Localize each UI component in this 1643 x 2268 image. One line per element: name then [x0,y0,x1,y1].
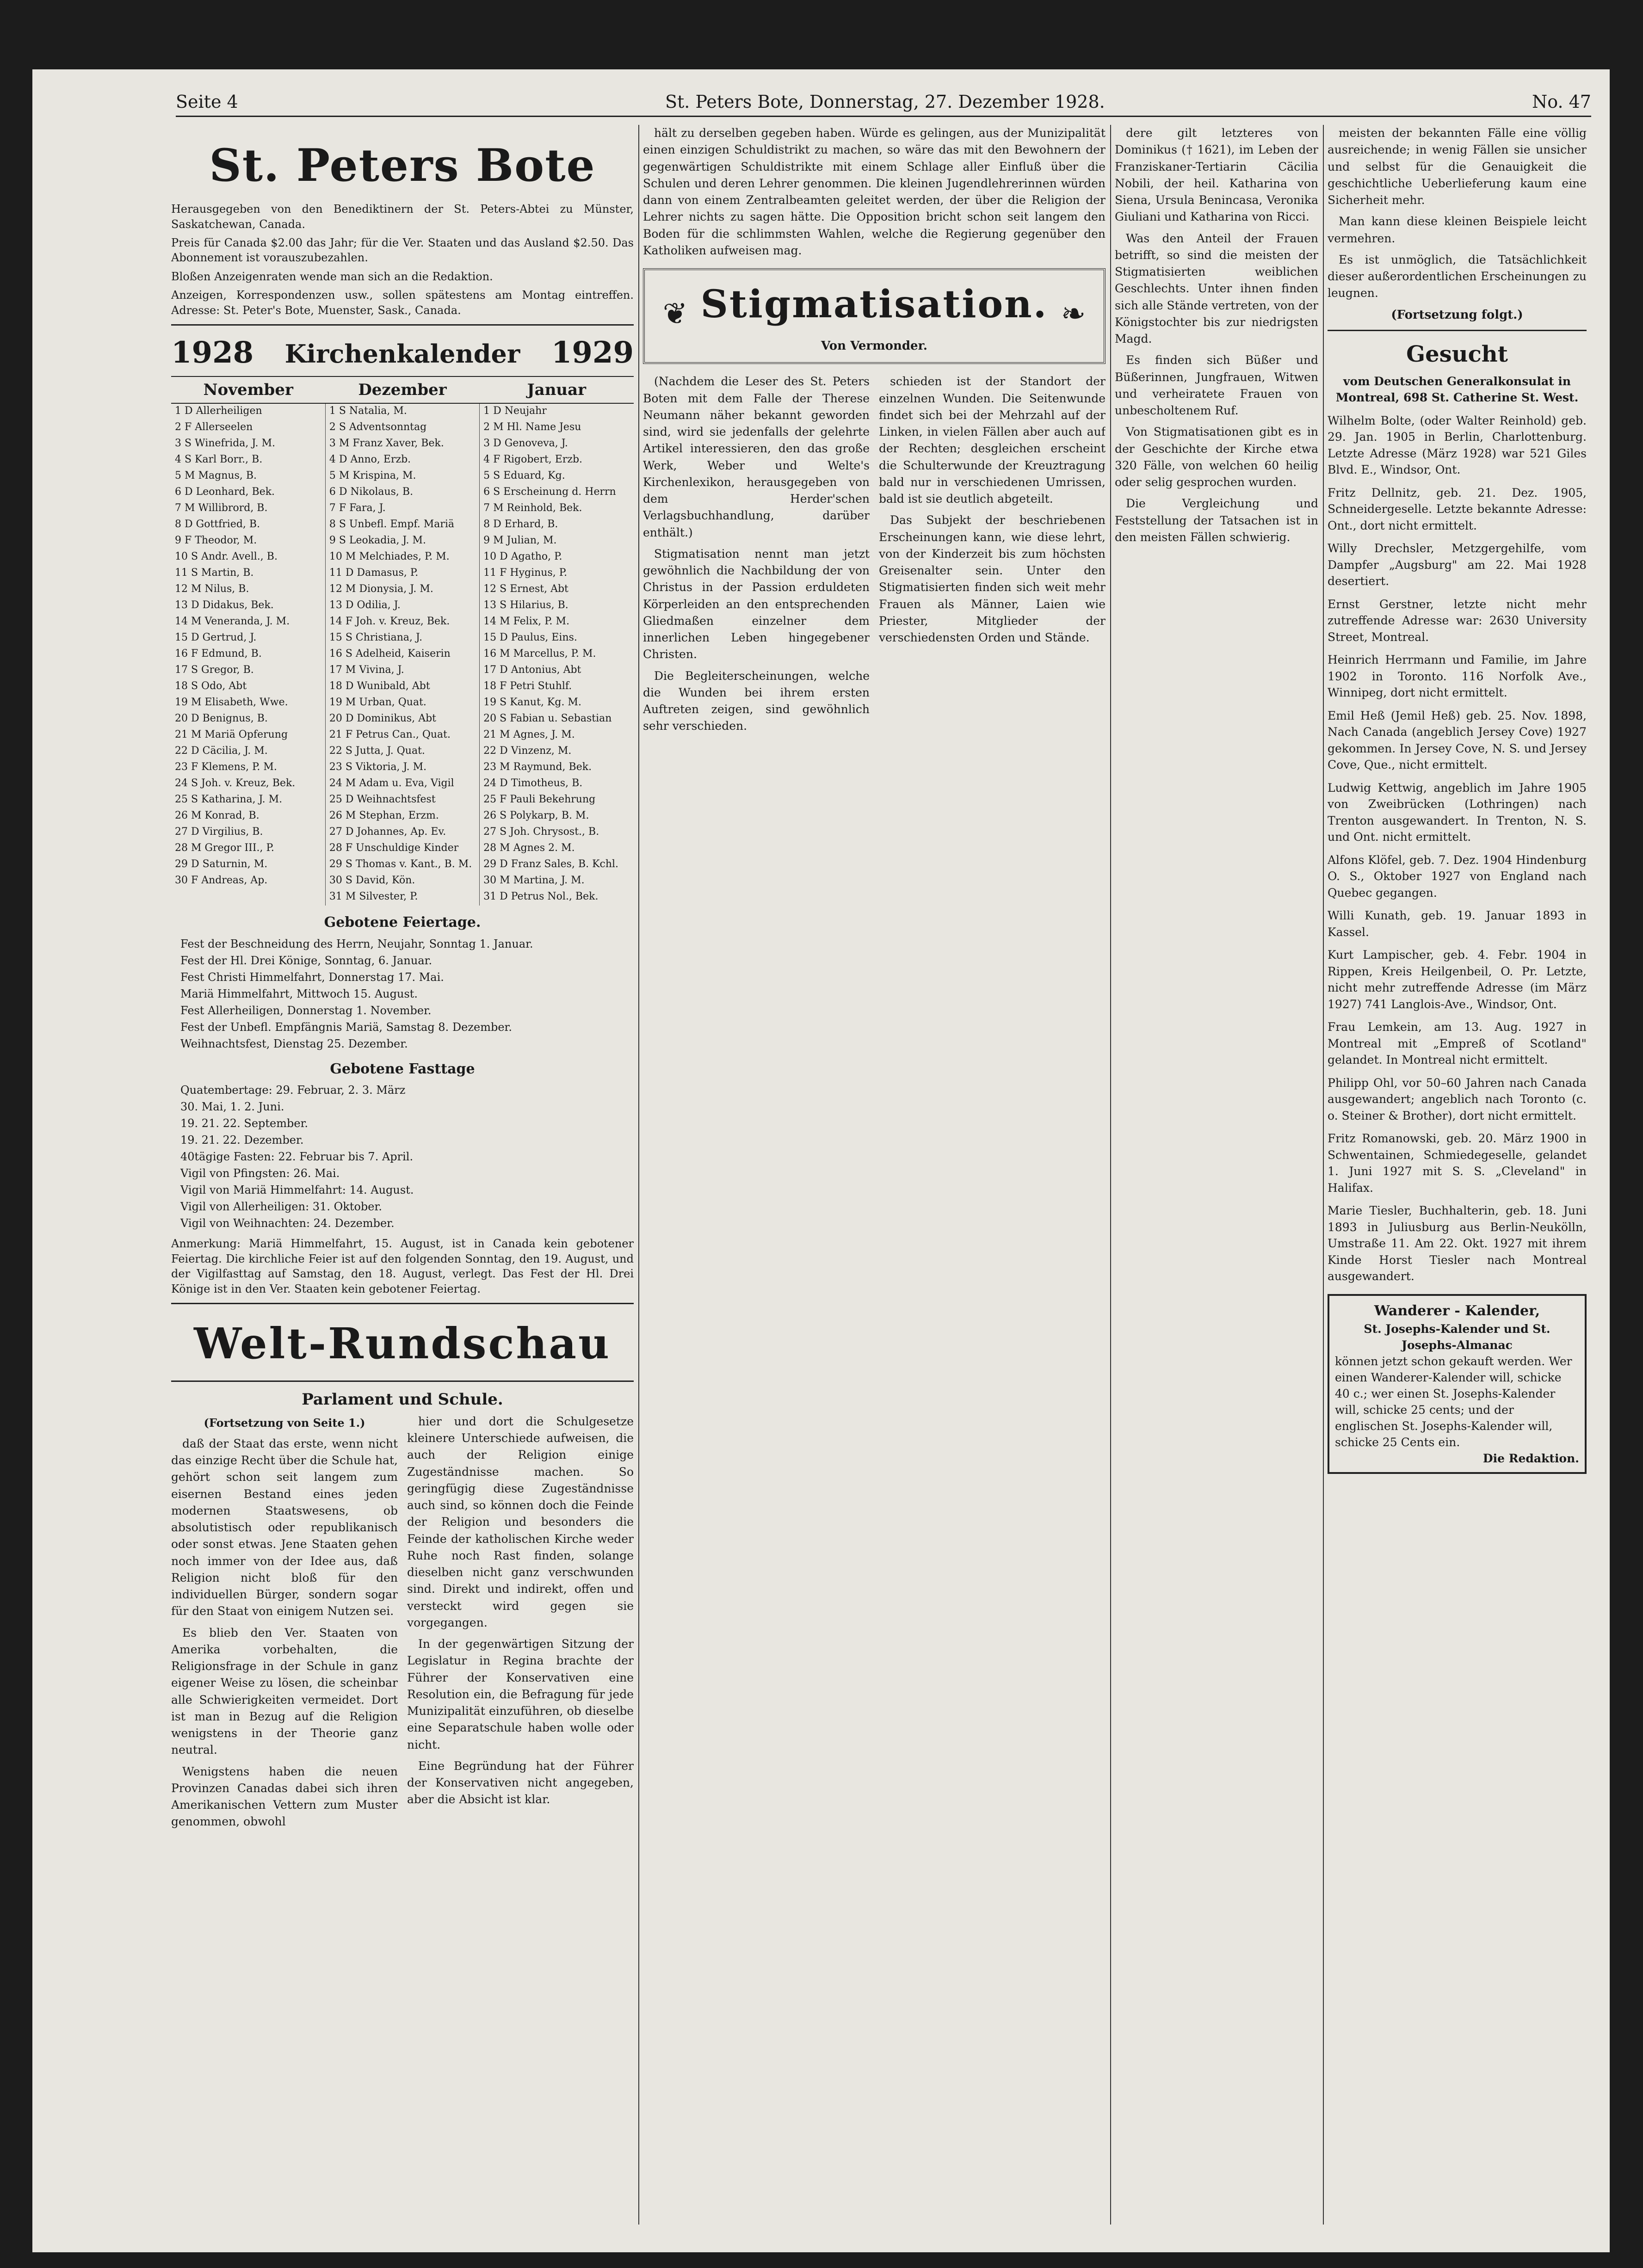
calendar-day: 20 S Fabian u. Sebastian [483,713,612,725]
calendar-year-left: 1928 [171,335,254,370]
paragraph: dere gilt letzteres von Dominikus († 1621), im Leben der Franziskaner-Tertiarin Cäcilia Nobili, der heil. Katharina von Siena, Ursula Benincasa, Veronika Giuliani und Katharina von Ricci. [1115,126,1318,224]
column-rule [638,125,639,2225]
calendar-year-right: 1929 [551,335,634,370]
continuation-note: (Fortsetzung folgt.) [1391,308,1523,322]
calendar-day: 13 S Hilarius, B. [483,599,568,611]
leaf-ornament-icon: ❦ [662,296,688,331]
calendar-day: 26 M Konrad, B. [175,810,259,822]
month-header: November [171,376,325,403]
fast-line: Quatembertage: 29. Februar, 2. 3. März [180,1084,406,1097]
paragraph: hält zu derselben gegeben haben. Würde es gelingen, aus der Munizipalität einen einzigen Schuldistrikt zu machen, so wäre das mit den Bewohnern der gegenwärtigen Schuldistrikte mit einem Schlage aller Einfluß über die Schulen und deren Lehrer genommen. Die kleinen Jugendlehrerinnen würden dann von einem Zentralbeamten geleitet werden, der über die Religion der Lehrer nichts zu sagen hätte. Die Opposition bricht schon seit langem den Boden für die schlimmsten Wahlen, welche die Regierung gegenüber den Katholiken aufweisen mag. [643,126,1106,257]
wanted-entry: Willy Drechsler, Metzgergehilfe, vom Dampfer „Augsburg" am 22. Mai 1928 desertiert. [1328,542,1587,588]
feast-line: Fest der Hl. Drei Könige, Sonntag, 6. Januar. [180,954,432,967]
calendar-day: 29 D Franz Sales, B. Kchl. [483,858,619,870]
price-line: Preis für Canada $2.00 das Jahr; für die Ver. Staaten und das Ausland $2.50. Das Abonnement ist vorauszubezahlen. [171,236,634,265]
fast-line: Vigil von Weihnachten: 24. Dezember. [180,1217,395,1230]
feast-line: Fest Allerheiligen, Donnerstag 1. November. [180,1004,432,1017]
calendar-day: 22 D Vinzenz, M. [483,745,572,757]
article-author: Von Vermonder. [821,339,927,353]
calendar-day: 17 M Vivina, J. [329,664,404,676]
calendar-day: 11 F Hyginus, P. [483,567,568,579]
calendar-day: 12 M Dionysia, J. M. [329,583,433,595]
calendar-day: 6 D Nikolaus, B. [329,486,414,498]
newspaper-page [32,69,1610,2252]
wanted-entry: Ernst Gerstner, letzte nicht mehr zutreffende Adresse war: 2630 University Street, Montreal. [1328,597,1587,644]
page-label: Seite 4 [176,92,238,112]
paragraph: Die Vergleichung und Feststellung der Tatsachen ist in den meisten Fällen schwierig. [1115,497,1318,544]
paragraph: Von Stigmatisationen gibt es in der Geschichte der Kirche etwa 320 Fälle, von welchen 60 heilig oder selig gesprochen wurden. [1115,425,1318,489]
paragraph: Es finden sich Büßer und Büßerinnen, Jungfrauen, Witwen und verheiratete Frauen von unbescholtenem Ruf. [1115,353,1318,417]
calendar-day: 12 S Ernest, Abt [483,583,568,595]
calendar-day: 28 M Agnes 2. M. [483,842,575,854]
wanted-list [1328,413,1587,1285]
article-title: Stigmatisation. [700,282,1048,327]
paragraph: Es ist unmöglich, die Tatsächlichkeit dieser außerordentlichen Erscheinungen zu leugnen. [1328,253,1587,300]
calendar-day: 6 D Leonhard, Bek. [175,486,275,498]
calendar-day: 31 M Silvester, P. [329,891,418,903]
paragraph: daß der Staat das erste, wenn nicht das einzige Recht über die Schule hat, gehört schon seit langem zum eisernen Bestand eines jeden modernen Staatswesens, ob absolutistisch oder republikanisch oder sonst etwas. Jene Staaten gehen noch immer von der Idee aus, daß Religion nicht bloß für den individuellen Bürger, sondern sogar für den Staat von einigem Nutzen sei. [171,1436,398,1618]
calendar-day: 1 D Allerheiligen [175,405,262,417]
wanted-entry: Emil Heß (Jemil Heß) geb. 25. Nov. 1898, Nach Canada (angeblich Jersey Cove) 1927 gekommen. In Jersey Cove, N. S. und Jersey Cove, Que., nicht ermittelt. [1328,709,1587,772]
calendar-day: 30 M Martina, J. M. [483,875,585,887]
calendar-day: 10 M Melchiades, P. M. [329,551,450,563]
feast-line: Fest Christi Himmelfahrt, Donnerstag 17. Mai. [180,970,444,984]
paragraph: meisten der bekannten Fälle eine völlig ausreichende; in wenig Fällen sie unsicher und selbst für die Genauigkeit die geschichtliche Ueberlieferung kaum eine Sicherheit mehr. [1328,126,1587,207]
calendar-day: 3 S Winefrida, J. M. [175,438,276,450]
paragraph: Stigmatisation nennt man jetzt gewöhnlich die Nachbildung der von Christus in der Passion erduldeten Körperleiden an den entsprechenden Gliedmaßen einzelner dem innerlichen Leben hingegebener Christen. [643,547,870,661]
wanted-entry: Philipp Ohl, vor 50–60 Jahren nach Canada ausgewandert; angeblich nach Toronto (c. o. Steiner & Brother), dort nicht ermittelt. [1328,1076,1587,1122]
calendar-day: 25 S Katharina, J. M. [175,794,283,806]
fast-heading: Gebotene Fasttage [330,1060,475,1077]
ad-text: können jetzt schon gekauft werden. Wer einen Wanderer-Kalender will, schicke 40 c.; wer einen St. Josephs-Kalender will, schicke 25 cents; und der englischen St. Josephs-Kalender will, schicke 25 Cents ein. [1335,1354,1572,1449]
calendar-day: 9 S Leokadia, J. M. [329,535,426,547]
calendar-day: 19 M Elisabeth, Wwe. [175,696,288,709]
calendar-header [171,332,634,374]
calendar-day: 6 S Erscheinung d. Herrn [483,486,616,498]
leaf-ornament-icon: ❧ [1061,296,1086,331]
paragraph: Die Begleiterscheinungen, welche die Wunden bei ihrem ersten Auftreten zeigen, sind gewöhnlich sehr verschieden. [643,669,870,733]
running-head [176,88,1591,117]
calendar-day: 26 M Stephan, Erzm. [329,810,439,822]
calendar-day: 7 M Willibrord, B. [175,502,268,514]
calendar-day: 27 D Johannes, Ap. Ev. [329,826,446,838]
paragraph: Eine Begründung hat der Führer der Konservativen nicht angegeben, aber die Absicht ist klar. [407,1759,634,1806]
paragraph: (Nachdem die Leser des St. Peters Boten mit dem Falle der Therese Neumann näher bekannt geworden sind, wird sie jedenfalls der gelehrte Artikel interessieren, den das große Werk, Weber und Welte's Kirchenlexikon, herausgegeben von dem Herder'schen Verlagsbuchhandlung, darüber enthält.) [643,375,870,539]
wanted-entry: Heinrich Herrmann und Familie, im Jahre 1902 in Toronto. 116 Norfolk Ave., Winnipeg, dort nicht ermittelt. [1328,653,1587,700]
calendar-day: 2 S Adventsonntag [329,421,427,433]
continuation-note: (Fortsetzung von Seite 1.) [204,1416,365,1430]
calendar-day: 21 M Mariä Opferung [175,729,288,741]
calendar-day: 13 D Odilia, J. [329,599,401,611]
masthead-title: St. Peters Bote [209,139,596,191]
feast-heading: Gebotene Feiertage. [324,914,481,931]
column-rule [1323,125,1324,2225]
calendar-day: 31 D Petrus Nol., Bek. [483,891,599,903]
feast-line: Fest der Unbefl. Empfängnis Mariä, Samstag 8. Dezember. [180,1020,513,1034]
feast-line: Mariä Himmelfahrt, Mittwoch 15. August. [180,987,418,1000]
fast-line: 30. Mai, 1. 2. Juni. [180,1100,284,1114]
calendar-day: 10 S Andr. Avell., B. [175,551,278,563]
fast-line: Vigil von Pfingsten: 26. Mai. [180,1167,340,1180]
calendar-day: 19 M Urban, Quat. [329,696,426,709]
januar-list [480,403,634,906]
calendar-day: 15 D Paulus, Eins. [483,632,577,644]
calendar-day: 20 D Benignus, B. [175,713,268,725]
ad-signature: Die Redaktion. [1482,1451,1579,1465]
calendar-day: 23 S Viktoria, J. M. [329,761,427,773]
calendar-day: 4 F Rigobert, Erzb. [483,454,583,466]
calendar-day: 2 M Hl. Name Jesu [483,421,581,433]
column-4 [1328,125,1587,2225]
fast-line: 19. 21. 22. Dezember. [180,1134,304,1147]
calendar-day: 11 D Damasus, P. [329,567,419,579]
calendar-day: 26 S Polykarp, B. M. [483,810,589,822]
column-2 [643,125,1106,2225]
calendar-day: 1 D Neujahr [483,405,547,417]
calendar-day: 3 M Franz Xaver, Bek. [329,438,444,450]
paragraph: Es blieb den Ver. Staaten von Amerika vorbehalten, die Religionsfrage in der Schule in ganz eigener Weise zu lösen, die scheinbar alle Schwierigkeiten vermeidet. Dort ist man in Bezug auf die Religion wenigstens in der Theorie ganz neutral. [171,1626,398,1757]
calendar-day: 30 F Andreas, Ap. [175,875,268,887]
calendar-day: 15 S Christiana, J. [329,632,423,644]
agents-line: Bloßen Anzeigenraten wende man sich an die Redaktion. [171,270,493,283]
calendar-day: 13 D Didakus, Bek. [175,599,274,611]
issue-line: St. Peters Bote, Donnerstag, 27. Dezember 1928. [665,92,1105,112]
paragraph: Wenigstens haben die neuen Provinzen Canadas dabei sich ihren Amerikanischen Vettern zum Muster genommen, obwohl [171,1764,398,1829]
calendar-day: 19 S Kanut, Kg. M. [483,696,581,709]
calendar-day: 9 M Julian, M. [483,535,557,547]
calendar-title: Kirchenkalender [284,339,520,369]
calendar-day: 25 F Pauli Bekehrung [483,794,596,806]
calendar-day: 12 M Nilus, B. [175,583,249,595]
calendar-day: 29 D Saturnin, M. [175,858,268,870]
ad-subtitle: St. Josephs-Kalender und St. Josephs-Almanac [1364,1322,1550,1352]
calendar-day: 3 D Genoveva, J. [483,438,568,450]
calendar-day: 20 D Dominikus, Abt [329,713,437,725]
wanted-entry: Alfons Klöfel, geb. 7. Dez. 1904 Hindenburg O. S., Oktober 1927 von England nach Quebec gegangen. [1328,853,1587,900]
calendar-day: 23 M Raymund, Bek. [483,761,592,773]
calendar-day: 30 S David, Kön. [329,875,415,887]
calendar-day: 18 F Petri Stuhlf. [483,680,572,692]
calendar-day: 7 M Reinhold, Bek. [483,502,582,514]
calendar-day: 15 D Gertrud, J. [175,632,257,644]
calendar-day: 27 S Joh. Chrysost., B. [483,826,599,838]
wanted-entry: Wilhelm Bolte, (oder Walter Reinhold) geb. 29. Jan. 1905 in Berlin, Charlottenburg. Letzte Adresse (März 1928) war 521 Giles Blvd. E., Windsor, Ont. [1328,413,1587,477]
calendar-day: 1 S Natalia, M. [329,405,407,417]
paragraph: Das Subjekt der beschriebenen Erscheinungen kann, wie diese lehrt, von der Kinderzeit bis zum höchsten Greisenalter sein. Unter den Stigmatisierten finden sich weit mehr Frauen als Männer, Laien wie Priester, Mitglieder der verschiedensten Orden und Stände. [879,513,1106,645]
calendar-day: 21 M Agnes, J. M. [483,729,575,741]
wanderer-ad [1328,1294,1587,1474]
issue-number: No. 47 [1532,92,1591,112]
calendar-day: 22 D Cäcilia, J. M. [175,745,268,757]
calendar-day: 24 M Adam u. Eva, Vigil [329,777,454,789]
calendar-day: 22 S Jutta, J. Quat. [329,745,425,757]
deadline-line: Anzeigen, Korrespondenzen usw., sollen spätestens am Montag eintreffen. Adresse: St. Peter's Bote, Muenster, Sask., Canada. [171,289,634,317]
november-list [171,403,325,906]
calendar-day: 11 S Martin, B. [175,567,254,579]
column-1 [171,125,634,2225]
calendar-day: 10 D Agatho, P. [483,551,562,563]
calendar-day: 8 D Gottfried, B. [175,518,260,530]
calendar-day: 17 S Gregor, B. [175,664,254,676]
wanted-entry: Ludwig Kettwig, angeblich im Jahre 1905 von Zweibrücken (Lothringen) nach Trenton ausgewandert. In Trenton, N. S. und Ont. nicht ermittelt. [1328,781,1587,844]
calendar-day: 14 M Veneranda, J. M. [175,616,290,628]
divider [1328,330,1587,331]
calendar-day: 7 F Fara, J. [329,502,386,514]
feast-line: Fest der Beschneidung des Herrn, Neujahr, Sonntag 1. Januar. [180,937,533,950]
wanted-entry: Marie Tiesler, Buchhalterin, geb. 18. Juni 1893 in Juliusburg aus Berlin-Neukölln, Umstraße 11. Am 22. Okt. 1927 mit ihrem Kinde Horst Tiesler nach Montreal ausgewandert. [1328,1204,1587,1283]
wanted-entry: Fritz Dellnitz, geb. 21. Dez. 1905, Schneidergeselle. Letzte bekannte Adresse: Ont., dort nicht ermittelt. [1328,486,1587,532]
calendar-day: 4 D Anno, Erzb. [329,454,411,466]
wanted-heading: Gesucht [1406,341,1508,368]
divider [171,1303,634,1304]
calendar-day: 28 F Unschuldige Kinder [329,842,459,854]
article-body [171,1413,634,1835]
calendar-day: 18 S Odo, Abt [175,680,247,692]
wanted-entry: Fritz Romanowski, geb. 20. März 1900 in Schwentainen, Schmiedegeselle, gelandet 1. Juni 1927 mit S. S. „Cleveland" in Halifax. [1328,1132,1587,1195]
calendar-day: 25 D Weihnachtsfest [329,794,436,806]
calendar-day: 24 S Joh. v. Kreuz, Bek. [175,777,296,789]
fast-list [171,1082,634,1232]
publisher-line: Herausgegeben von den Benediktinern der St. Peters-Abtei zu Münster, Saskatchewan, Canada. [171,203,634,231]
church-calendar [171,376,634,906]
column-rule [1110,125,1111,2225]
article-body [643,373,1106,739]
wanted-subheading: vom Deutschen Generalkonsulat in Montreal, 698 St. Catherine St. West. [1335,374,1579,405]
article-headline: Parlament und Schule. [302,1390,503,1409]
fast-line: Vigil von Mariä Himmelfahrt: 14. August. [180,1183,414,1197]
paragraph: Man kann diese kleinen Beispiele leicht vermehren. [1328,215,1587,245]
calendar-day: 5 M Magnus, B. [175,470,257,482]
stigmatisation-header [643,268,1106,364]
divider [171,1381,634,1382]
wanted-entry: Frau Lemkein, am 13. Aug. 1927 in Montreal mit „Empreß of Scotland" gelandet. In Montreal nicht ermittelt. [1328,1020,1587,1067]
calendar-day: 9 F Theodor, M. [175,535,257,547]
ad-title: Wanderer - Kalender, [1374,1302,1540,1319]
calendar-day: 8 S Unbefl. Empf. Mariä [329,518,455,530]
feast-line: Weihnachtsfest, Dienstag 25. Dezember. [180,1037,408,1050]
calendar-day: 5 S Eduard, Kg. [483,470,565,482]
wanted-entry: Willi Kunath, geb. 19. Januar 1893 in Kassel. [1328,909,1587,939]
column-3 [1115,125,1318,2225]
paragraph: In der gegenwärtigen Sitzung der Legislatur in Regina brachte der Führer der Konservativen eine Resolution ein, die Befragung für jede Munizipalität einzuführen, ob dieselbe eine Separatschule haben wolle oder nicht. [407,1637,634,1751]
calendar-day: 14 M Felix, P. M. [483,616,570,628]
section-title: Welt-Rundschau [194,1318,611,1368]
calendar-day: 4 S Karl Borr., B. [175,454,263,466]
calendar-day: 8 D Erhard, B. [483,518,558,530]
calendar-day: 16 F Edmund, B. [175,648,262,660]
wanted-entry: Kurt Lampischer, geb. 4. Febr. 1904 in Rippen, Kreis Heilgenbeil, O. Pr. Letzte, nicht mehr zutreffende Adresse (im März 1927) 741 Langlois-Ave., Windsor, Ont. [1328,948,1587,1011]
calendar-day: 24 D Timotheus, B. [483,777,583,789]
calendar-day: 23 F Klemens, P. M. [175,761,277,773]
calendar-day: 17 D Antonius, Abt [483,664,581,676]
fast-line: 19. 21. 22. September. [180,1117,309,1130]
calendar-day: 28 M Gregor III., P. [175,842,274,854]
dezember-list [325,403,479,906]
paragraph: hier und dort die Schulgesetze kleinere Unterschiede aufweisen, die auch der Religion einige Zugeständnisse machen. So geringfügig diese Zugeständnisse auch sind, so können doch die Feinde der Religion und besonders die Feinde der katholischen Kirche weder Ruhe noch Rast finden, solange dieselben nicht ganz verschwunden sind. Direkt und indirekt, offen und versteckt wird gegen sie vorgegangen. [407,1414,634,1629]
calendar-day: 29 S Thomas v. Kant., B. M. [329,858,472,870]
calendar-day: 18 D Wunibald, Abt [329,680,430,692]
feast-list [171,936,634,1052]
calendar-note: Anmerkung: Mariä Himmelfahrt, 15. August, ist in Canada kein gebotener Feiertag. Die kirchliche Feier ist auf den folgenden Sonntag, den 19. August, und der Vigilfasttag auf Samstag, den 18. August, verlegt. Das Fest der Hl. Drei Könige ist in den Ver. Staaten kein gebotener Feiertag. [171,1237,634,1295]
calendar-day: 16 S Adelheid, Kaiserin [329,648,451,660]
divider [171,324,634,326]
calendar-day: 2 F Allerseelen [175,421,253,433]
paragraph: schieden ist der Standort der einzelnen Wunden. Die Seitenwunde findet sich bei der Mehrzahl auf der Linken, in vielen Fällen aber auch auf der Rechten; desgleichen erscheint die Schulterwunde der Kreuztragung bald nur in verschiedenen Umrissen, bald ist sie deutlich abgeteilt. [879,375,1106,506]
calendar-day: 14 F Joh. v. Kreuz, Bek. [329,616,450,628]
calendar-day: 5 M Krispina, M. [329,470,416,482]
fast-line: 40tägige Fasten: 22. Februar bis 7. April. [180,1150,414,1164]
month-header: Januar [480,376,634,403]
paragraph: Was den Anteil der Frauen betrifft, so sind die meisten der Stigmatisierten weiblichen Geschlechts. Unter ihnen finden sich alle Stände vertreten, von der Königstochter bis zur niedrigsten Magd. [1115,231,1318,345]
calendar-day: 16 M Marcellus, P. M. [483,648,596,660]
month-header: Dezember [325,376,479,403]
fast-line: Vigil von Allerheiligen: 31. Oktober. [180,1200,382,1214]
calendar-day: 21 F Petrus Can., Quat. [329,729,451,741]
calendar-day: 27 D Virgilius, B. [175,826,263,838]
